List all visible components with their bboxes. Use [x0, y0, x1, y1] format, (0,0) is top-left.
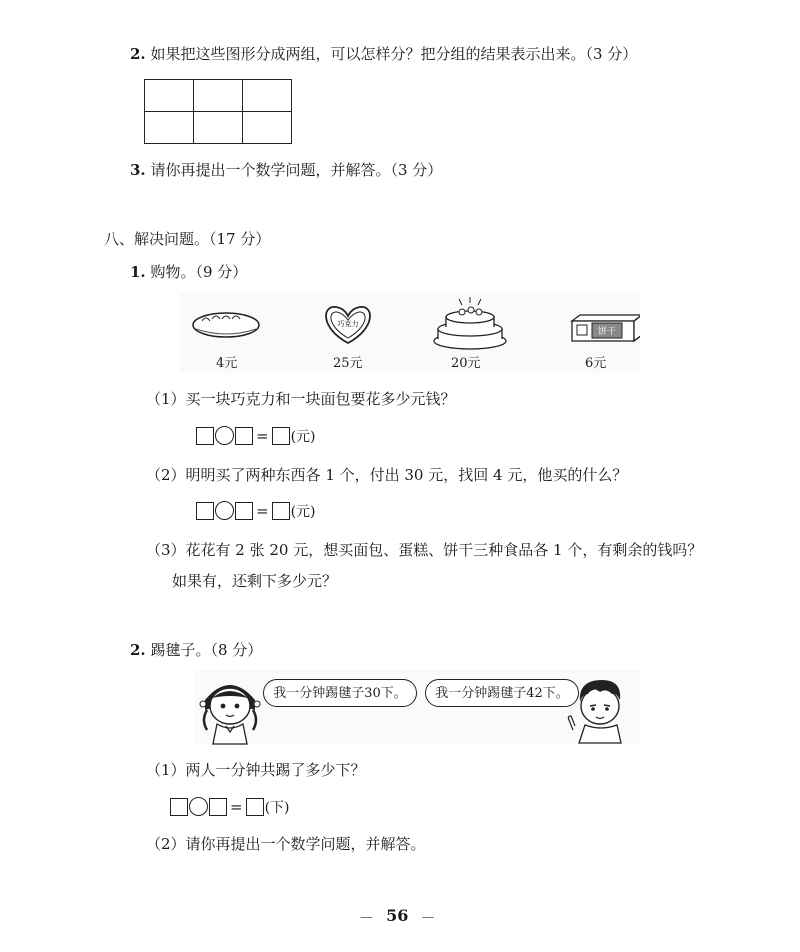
shopping-sub3-cont: 如果有，还剩下多少元？ — [172, 572, 338, 590]
girl-speech-bubble: 我一分钟踢毽子30下。 — [263, 679, 417, 707]
question-text: 如果把这些图形分成两组，可以怎样分？把分组的结果表示出来。（3 分） — [150, 45, 638, 63]
equals-sign: = — [256, 501, 269, 520]
answer-box[interactable] — [272, 427, 290, 445]
answer-grid — [144, 79, 292, 144]
page-footer — [360, 906, 434, 925]
operator-circle[interactable] — [189, 797, 208, 816]
answer-box[interactable] — [272, 502, 290, 520]
unit-label: (下) — [264, 799, 290, 816]
question-number: 3. — [130, 161, 146, 179]
shuttlecock-sub1: （1）两人一分钟共踢了多少下？ — [146, 761, 366, 779]
answer-box[interactable] — [170, 798, 188, 816]
footer-dash: — — [360, 910, 373, 925]
equation-row — [196, 425, 316, 446]
cookies-price: 6元 — [585, 356, 607, 371]
answer-box[interactable] — [235, 502, 253, 520]
shopping-question — [130, 262, 247, 282]
question-title: 购物。（9 分） — [150, 263, 248, 281]
cake-price: 20元 — [451, 356, 481, 371]
grid-cell[interactable] — [194, 112, 243, 144]
bread-icon — [193, 313, 259, 337]
answer-box[interactable] — [209, 798, 227, 816]
question-2 — [130, 44, 637, 64]
grid-cell[interactable] — [194, 80, 243, 112]
operator-circle[interactable] — [215, 501, 234, 520]
footer-dash: — — [421, 910, 435, 925]
shopping-sub1: （1）买一块巧克力和一块面包要花多少元钱？ — [146, 390, 456, 408]
svg-text:饼干: 饼干 — [597, 327, 617, 337]
svg-text:巧克力: 巧克力 — [337, 320, 359, 328]
shopping-sub2: （2）明明买了两种东西各 1 个，付出 30 元，找回 4 元，他买的什么？ — [146, 466, 628, 484]
operator-circle[interactable] — [215, 426, 234, 445]
boy-speech-bubble: 我一分钟踢毽子42下。 — [425, 679, 579, 707]
grid-cell[interactable] — [243, 112, 292, 144]
answer-box[interactable] — [246, 798, 264, 816]
shopping-illustration — [180, 293, 640, 373]
answer-box[interactable] — [196, 427, 214, 445]
cookies-icon — [572, 315, 640, 341]
page-number: 56 — [386, 906, 409, 925]
answer-box[interactable] — [196, 502, 214, 520]
equals-sign: = — [230, 797, 243, 816]
question-text: 请你再提出一个数学问题，并解答。（3 分） — [150, 161, 443, 179]
answer-box[interactable] — [235, 427, 253, 445]
grid-cell[interactable] — [243, 80, 292, 112]
unit-label: (元) — [290, 503, 316, 520]
equation-row — [170, 796, 290, 817]
question-number: 2. — [130, 641, 146, 659]
equals-sign: = — [256, 426, 269, 445]
shuttlecock-sub2: （2）请你再提出一个数学问题，并解答。 — [146, 835, 426, 853]
section-title: 八、解决问题。（17 分） — [104, 230, 271, 248]
shuttlecock-question — [130, 640, 262, 660]
shopping-sub3: （3）花花有 2 张 20 元，想买面包、蛋糕、饼干三种食品各 1 个，有剩余的钱吗？ — [146, 541, 703, 559]
question-number: 1. — [130, 263, 146, 281]
question-title: 踢毽子。（8 分） — [150, 641, 263, 659]
chocolate-price: 25元 — [333, 356, 363, 371]
question-3 — [130, 160, 442, 180]
grid-cell[interactable] — [145, 80, 194, 112]
unit-label: (元) — [290, 428, 316, 445]
bread-price: 4元 — [216, 356, 238, 371]
grid-cell[interactable] — [145, 112, 194, 144]
question-number: 2. — [130, 45, 146, 63]
equation-row — [196, 500, 316, 521]
